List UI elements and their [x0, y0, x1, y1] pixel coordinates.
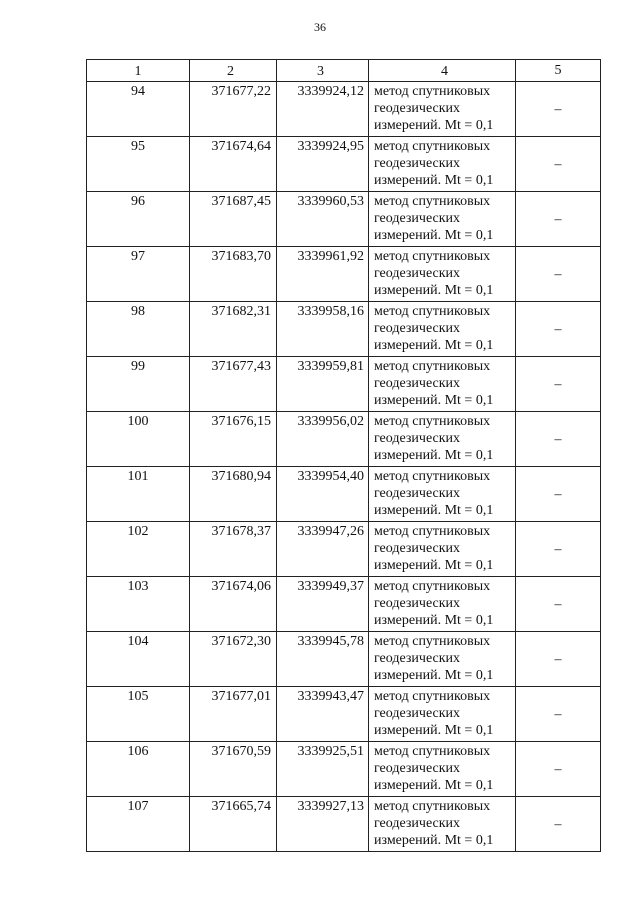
coordinate-y: 3339927,13 [277, 797, 369, 852]
method-line-1: метод спутниковых [374, 359, 491, 374]
point-number: 101 [87, 467, 190, 522]
method-line-1: метод спутниковых [374, 799, 491, 814]
table-body [87, 82, 601, 852]
method-line-3: измерений. Mt = 0,1 [374, 448, 494, 463]
note-dash: – [516, 247, 601, 302]
method-line-3: измерений. Mt = 0,1 [374, 723, 494, 738]
method-description [369, 137, 516, 192]
method-line-1: метод спутниковых [374, 84, 491, 99]
table-row [87, 82, 601, 137]
table-row [87, 522, 601, 577]
note-dash: – [516, 577, 601, 632]
note-dash: – [516, 302, 601, 357]
note-dash: – [516, 412, 601, 467]
method-line-2: геодезических [374, 376, 461, 391]
method-description [369, 632, 516, 687]
method-line-1: метод спутниковых [374, 304, 491, 319]
method-line-2: геодезических [374, 541, 461, 556]
coordinate-y: 3339924,95 [277, 137, 369, 192]
method-line-2: геодезических [374, 651, 461, 666]
method-line-3: измерений. Mt = 0,1 [374, 778, 494, 793]
method-line-3: измерений. Mt = 0,1 [374, 833, 494, 848]
coordinate-x: 371676,15 [190, 412, 277, 467]
coordinate-x: 371678,37 [190, 522, 277, 577]
point-number: 104 [87, 632, 190, 687]
table-row [87, 467, 601, 522]
method-line-2: геодезических [374, 321, 461, 336]
method-description [369, 577, 516, 632]
method-description [369, 82, 516, 137]
coordinate-x: 371677,01 [190, 687, 277, 742]
table-row [87, 742, 601, 797]
coordinate-y: 3339958,16 [277, 302, 369, 357]
table-row [87, 137, 601, 192]
method-line-3: измерений. Mt = 0,1 [374, 668, 494, 683]
column-header-4: 4 [369, 60, 516, 82]
table-row [87, 302, 601, 357]
note-dash: – [516, 632, 601, 687]
point-number: 107 [87, 797, 190, 852]
table-row [87, 412, 601, 467]
method-line-2: геодезических [374, 211, 461, 226]
coordinate-y: 3339924,12 [277, 82, 369, 137]
coordinates-table [86, 59, 601, 852]
note-dash: – [516, 137, 601, 192]
method-line-2: геодезических [374, 101, 461, 116]
method-line-1: метод спутниковых [374, 744, 491, 759]
method-description [369, 742, 516, 797]
point-number: 99 [87, 357, 190, 412]
method-description [369, 687, 516, 742]
point-number: 96 [87, 192, 190, 247]
method-line-2: геодезических [374, 156, 461, 171]
method-description [369, 467, 516, 522]
coordinate-x: 371672,30 [190, 632, 277, 687]
coordinate-x: 371682,31 [190, 302, 277, 357]
method-description [369, 302, 516, 357]
point-number: 95 [87, 137, 190, 192]
method-line-1: метод спутниковых [374, 524, 491, 539]
coordinate-x: 371674,06 [190, 577, 277, 632]
coordinate-x: 371677,43 [190, 357, 277, 412]
method-line-1: метод спутниковых [374, 139, 491, 154]
point-number: 106 [87, 742, 190, 797]
coordinate-x: 371687,45 [190, 192, 277, 247]
note-dash: – [516, 467, 601, 522]
coordinate-y: 3339947,26 [277, 522, 369, 577]
table-row [87, 797, 601, 852]
table-row [87, 632, 601, 687]
table-header-row [87, 60, 601, 82]
method-line-3: измерений. Mt = 0,1 [374, 393, 494, 408]
point-number: 105 [87, 687, 190, 742]
note-dash: – [516, 522, 601, 577]
method-description [369, 522, 516, 577]
method-line-2: геодезических [374, 816, 461, 831]
method-description [369, 192, 516, 247]
method-line-3: измерений. Mt = 0,1 [374, 338, 494, 353]
method-line-1: метод спутниковых [374, 469, 491, 484]
method-description [369, 797, 516, 852]
column-header-3: 3 [277, 60, 369, 82]
column-header-1: 1 [87, 60, 190, 82]
point-number: 102 [87, 522, 190, 577]
note-dash: – [516, 797, 601, 852]
method-description [369, 412, 516, 467]
method-line-1: метод спутниковых [374, 689, 491, 704]
point-number: 103 [87, 577, 190, 632]
method-line-2: геодезических [374, 761, 461, 776]
coordinate-y: 3339960,53 [277, 192, 369, 247]
note-dash: – [516, 687, 601, 742]
point-number: 98 [87, 302, 190, 357]
column-header-5: 5 [516, 60, 601, 82]
coordinate-y: 3339961,92 [277, 247, 369, 302]
coordinate-y: 3339954,40 [277, 467, 369, 522]
method-description [369, 357, 516, 412]
method-line-2: геодезических [374, 706, 461, 721]
method-line-3: измерений. Mt = 0,1 [374, 173, 494, 188]
table-row [87, 357, 601, 412]
coordinate-y: 3339956,02 [277, 412, 369, 467]
page-number: 36 [314, 20, 326, 34]
table-row [87, 192, 601, 247]
column-header-2: 2 [190, 60, 277, 82]
note-dash: – [516, 357, 601, 412]
method-line-3: измерений. Mt = 0,1 [374, 283, 494, 298]
method-line-1: метод спутниковых [374, 194, 491, 209]
coordinate-y: 3339945,78 [277, 632, 369, 687]
note-dash: – [516, 192, 601, 247]
point-number: 97 [87, 247, 190, 302]
method-line-1: метод спутниковых [374, 414, 491, 429]
coordinate-x: 371677,22 [190, 82, 277, 137]
coordinate-x: 371665,74 [190, 797, 277, 852]
coordinate-x: 371680,94 [190, 467, 277, 522]
method-line-1: метод спутниковых [374, 579, 491, 594]
method-line-1: метод спутниковых [374, 249, 491, 264]
coordinate-x: 371674,64 [190, 137, 277, 192]
coordinate-y: 3339925,51 [277, 742, 369, 797]
coordinate-y: 3339943,47 [277, 687, 369, 742]
method-line-3: измерений. Mt = 0,1 [374, 118, 494, 133]
table-row [87, 247, 601, 302]
coordinate-x: 371670,59 [190, 742, 277, 797]
method-description [369, 247, 516, 302]
note-dash: – [516, 742, 601, 797]
method-line-2: геодезических [374, 266, 461, 281]
table-row [87, 687, 601, 742]
point-number: 94 [87, 82, 190, 137]
method-line-2: геодезических [374, 431, 461, 446]
coordinate-x: 371683,70 [190, 247, 277, 302]
coordinate-y: 3339949,37 [277, 577, 369, 632]
point-number: 100 [87, 412, 190, 467]
note-dash: – [516, 82, 601, 137]
method-line-3: измерений. Mt = 0,1 [374, 613, 494, 628]
method-line-1: метод спутниковых [374, 634, 491, 649]
method-line-2: геодезических [374, 596, 461, 611]
coordinate-y: 3339959,81 [277, 357, 369, 412]
method-line-3: измерений. Mt = 0,1 [374, 503, 494, 518]
method-line-3: измерений. Mt = 0,1 [374, 558, 494, 573]
method-line-3: измерений. Mt = 0,1 [374, 228, 494, 243]
table-row [87, 577, 601, 632]
method-line-2: геодезических [374, 486, 461, 501]
